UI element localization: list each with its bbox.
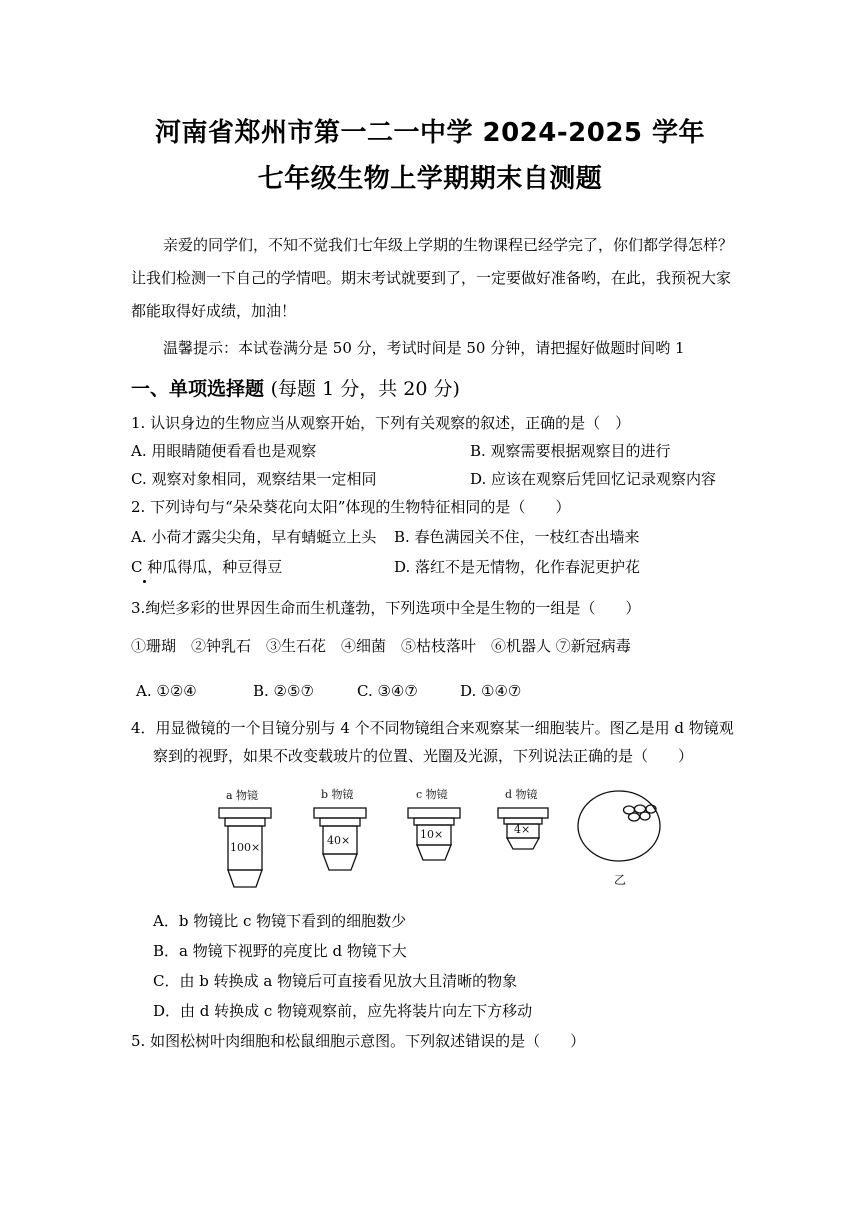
section-points: (每题 1 分，共 20 分) [270, 378, 460, 400]
q2-option-c: C 种瓜得瓜，种豆得豆 [131, 558, 283, 576]
q4-option-c: C．由 b 转换成 a 物镜后可直接看见放大且清晰的物象 [153, 972, 518, 990]
exam-title-line1: 河南省郑州市第一二一中学 2024-2025 学年 [154, 118, 706, 148]
intro-line-3: 都能取得好成绩，加油！ [131, 302, 297, 320]
q3-items: ①珊瑚 ②钟乳石 ③生石花 ④细菌 ⑤枯枝落叶 ⑥机器人 ⑦新冠病毒 [131, 637, 631, 655]
field-of-view-icon [578, 791, 660, 861]
q4-option-a: A．b 物镜比 c 物镜下看到的细胞数少 [153, 912, 407, 930]
q1-option-d: D. 应该在观察后凭回忆记录观察内容 [470, 470, 717, 488]
q4-stem-line-2: 察到的视野，如果不改变载玻片的位置、光圈及光源，下列说法正确的是（ ） [153, 747, 694, 765]
objective-a-magnification: 100× [230, 841, 261, 854]
q2-option-a: A. 小荷才露尖尖角，早有蜻蜓立上头 [131, 528, 377, 546]
objective-b-magnification: 40× [327, 834, 351, 847]
section-heading-text: 一、单项选择题 [131, 378, 265, 400]
objective-d-label: d 物镜 [505, 788, 538, 801]
q3-option-c: C. ③④⑦ [357, 682, 418, 700]
objective-b-label: b 物镜 [321, 788, 354, 801]
q2-option-d: D. 落红不是无情物，化作春泥更护花 [394, 558, 641, 576]
q1-option-a: A. 用眼睛随便看看也是观察 [131, 442, 317, 460]
q1-stem: 1. 认识身边的生物应当从观察开始，下列有关观察的叙述，正确的是（ ） [131, 414, 631, 432]
q3-option-d: D. ①④⑦ [460, 682, 522, 700]
intro-line-2: 让我们检测一下自己的学情吧。期末考试就要到了，一定要做好准备哟，在此，我预祝大家 [131, 269, 732, 287]
objective-c-magnification: 10× [420, 828, 444, 841]
objective-d-magnification: 4× [514, 823, 531, 836]
q1-option-b: B. 观察需要根据观察目的进行 [470, 442, 671, 460]
q2-option-b: B. 春色满园关不住，一枝红杏出墙来 [394, 528, 640, 546]
objective-a-label: a 物镜 [226, 789, 259, 802]
objective-c-label: c 物镜 [416, 788, 448, 801]
q1-option-c: C. 观察对象相同，观察结果一定相同 [131, 470, 377, 488]
q3-option-b: B. ②⑤⑦ [253, 682, 314, 700]
q5-stem: 5. 如图松树叶肉细胞和松鼠细胞示意图。下列叙述错误的是（ ） [131, 1032, 586, 1050]
q4-option-b: B．a 物镜下视野的亮度比 d 物镜下大 [153, 942, 407, 960]
exam-tip: 温馨提示：本试卷满分是 50 分，考试时间是 50 分钟，请把握好做题时间哟 1 [163, 339, 685, 357]
q3-option-a: A. ①②④ [136, 682, 197, 700]
q4-stem-line-1: 4．用显微镜的一个目镜分别与 4 个不同物镜组合来观察某一细胞装片。图乙是用 d 物镜观 [131, 719, 734, 737]
q3-stem: 3.绚烂多彩的世界因生命而生机蓬勃，下列选项中全是生物的一组是（ ） [131, 599, 641, 617]
field-of-view-label: 乙 [614, 873, 627, 887]
q2-stem: 2. 下列诗句与“朵朵葵花向太阳”体现的生物特征相同的是（ ） [131, 498, 571, 516]
q4-option-d: D．由 d 转换成 c 物镜观察前，应先将装片向左下方移动 [153, 1002, 533, 1020]
intro-line-1: 亲爱的同学们，不知不觉我们七年级上学期的生物课程已经学完了，你们都学得怎样？ [163, 236, 734, 254]
exam-title-line2: 七年级生物上学期期末自测题 [257, 164, 603, 194]
